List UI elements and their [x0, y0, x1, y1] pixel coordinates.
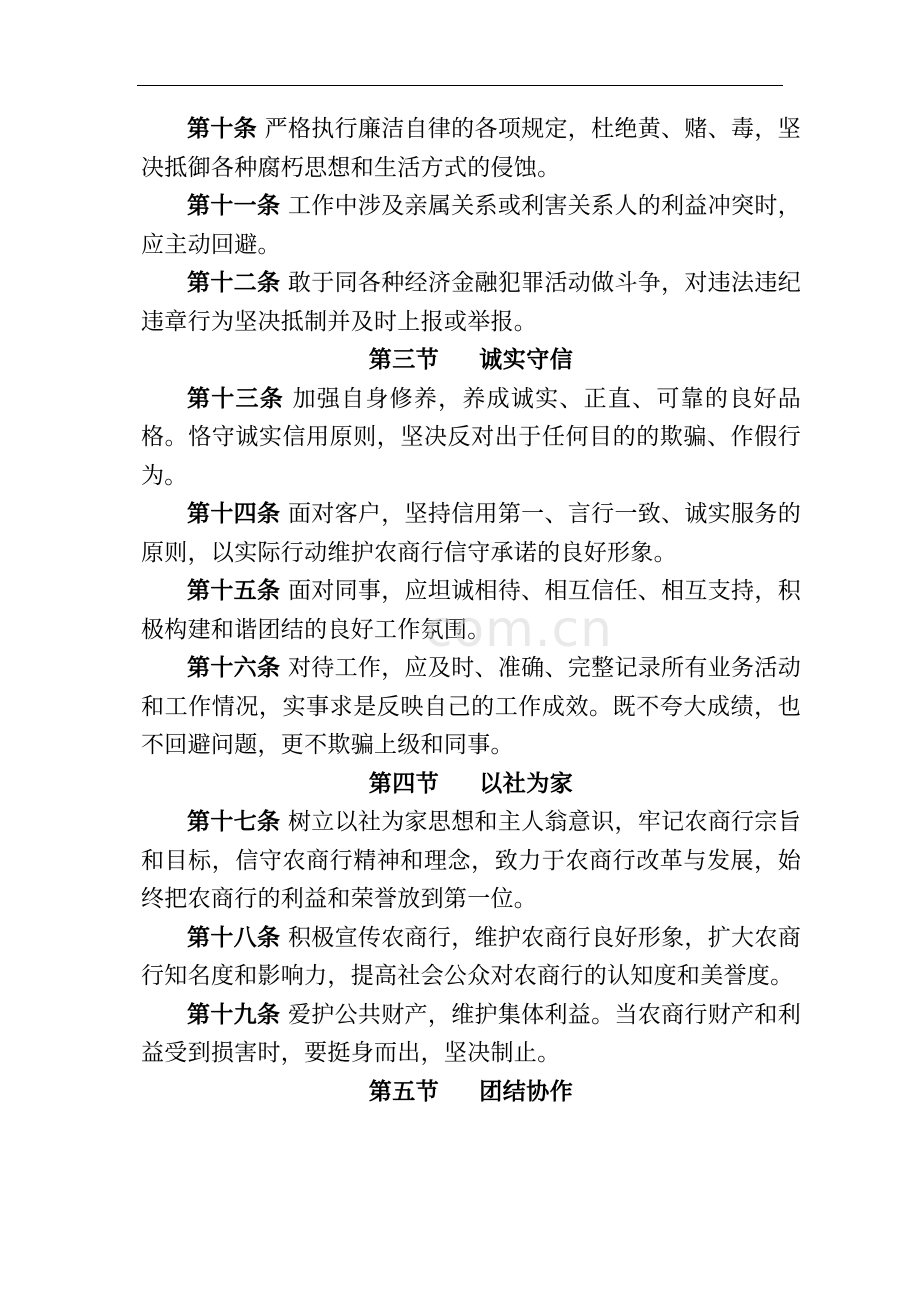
article-text: 面对同事，应坦诚相待、相互信任、相互支持，积极构建和谐团结的良好工作氛围。 — [141, 578, 801, 643]
article-18 — [141, 919, 801, 996]
article-text: 加强自身修养，养成诚实、正直、可靠的良好品格。恪守诚实信用原则，坚决反对出于任何目的的欺骗、作假行为。 — [141, 385, 801, 489]
article-text: 工作中涉及亲属关系或利害关系人的利益冲突时，应主动回避。 — [141, 193, 801, 258]
article-13 — [141, 380, 801, 496]
article-text: 爱护公共财产，维护集体利益。当农商行财产和利益受到损害时，要挺身而出，坚决制止。 — [141, 1001, 801, 1066]
article-number: 第十条 — [187, 115, 257, 142]
article-number: 第十二条 — [187, 269, 281, 296]
article-number: 第十八条 — [187, 923, 281, 951]
article-text: 对待工作，应及时、准确、完整记录所有业务活动和工作情况，实事求是反映自己的工作成效。既不夸大成绩，也不回避问题，更不欺骗上级和同事。 — [141, 655, 801, 758]
article-number: 第十四条 — [187, 500, 281, 527]
article-number: 第十六条 — [187, 654, 281, 681]
article-text: 严格执行廉洁自律的各项规定，杜绝黄、赌、毒，坚决抵御各种腐朽思想和生活方式的侵蚀。 — [141, 116, 801, 181]
document-body — [141, 110, 801, 1111]
article-text: 树立以社为家思想和主人翁意识，牢记农商行宗旨和目标，信守农商行精神和理念，致力于农商行改革与发展，始终把农商行的利益和荣誉放到第一位。 — [141, 809, 801, 912]
article-text: 敢于同各种经济金融犯罪活动做斗争，对违法违纪违章行为坚决抵制并及时上报或举报。 — [141, 270, 801, 335]
section-title: 团结协作 — [479, 1077, 574, 1105]
article-16 — [141, 649, 801, 765]
article-number: 第十七条 — [187, 808, 281, 835]
section-heading-3 — [141, 341, 801, 380]
section-title: 以社为家 — [479, 769, 574, 797]
watermark: com.cn — [425, 600, 613, 658]
article-text: 积极宣传农商行，维护农商行良好形象，扩大农商行知名度和影响力，提高社会公众对农商行的认知度和美誉度。 — [141, 924, 801, 989]
article-number: 第十九条 — [187, 1000, 281, 1028]
article-15 — [141, 572, 801, 649]
section-number: 第五节 — [368, 1077, 440, 1105]
section-number: 第三节 — [368, 346, 440, 373]
article-number: 第十五条 — [187, 577, 281, 604]
header-rule — [137, 85, 783, 86]
article-14 — [141, 495, 801, 572]
article-number: 第十三条 — [187, 384, 285, 412]
article-10 — [141, 110, 801, 187]
section-heading-4 — [141, 765, 801, 804]
section-number: 第四节 — [368, 769, 440, 797]
article-number: 第十一条 — [187, 192, 281, 219]
article-19 — [141, 996, 801, 1073]
section-title: 诚实守信 — [479, 346, 574, 373]
section-heading-5 — [141, 1073, 801, 1112]
article-17 — [141, 803, 801, 919]
article-text: 面对客户，坚持信用第一、言行一致、诚实服务的原则，以实际行动维护农商行信守承诺的良好形象。 — [141, 501, 801, 566]
article-12 — [141, 264, 801, 341]
article-11 — [141, 187, 801, 264]
